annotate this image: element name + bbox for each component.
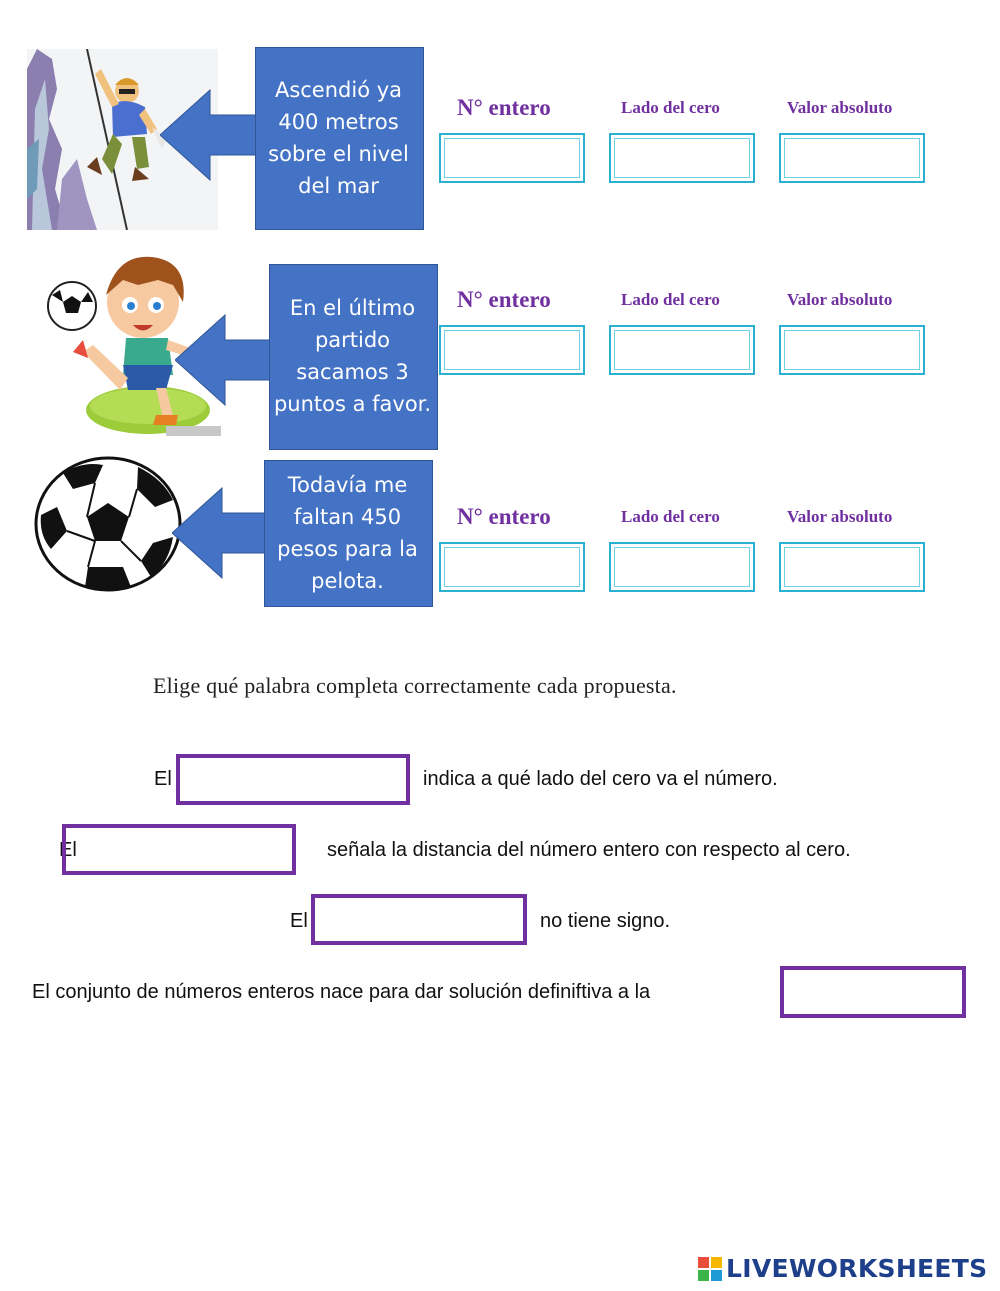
answer-valor-input[interactable]: [779, 133, 925, 183]
sentence-1-prefix: El: [154, 768, 172, 790]
header-entero: N° entero: [457, 95, 551, 120]
instruction-text: Elige qué palabra completa correctamente cada propuesta.: [153, 673, 677, 698]
header-lado-del-cero: Lado del cero: [621, 507, 720, 526]
answer-valor-input[interactable]: [779, 542, 925, 592]
arrow-left-icon: [160, 80, 260, 190]
answer-entero-input[interactable]: [439, 542, 585, 592]
liveworksheets-logo[interactable]: [697, 1254, 987, 1283]
header-valor-absoluto: Valor absoluto: [787, 507, 893, 526]
header-lado-del-cero: Lado del cero: [621, 98, 720, 117]
sentence-2-suffix: señala la distancia del número entero con respecto al cero.: [327, 839, 851, 861]
header-valor-absoluto: Valor absoluto: [787, 290, 893, 309]
arrow-left-icon: [172, 478, 272, 588]
sentence-3-prefix: El: [290, 910, 308, 932]
answer-entero-input[interactable]: [439, 133, 585, 183]
answer-lado-input[interactable]: [609, 542, 755, 592]
header-entero: N° entero: [457, 287, 551, 312]
liveworksheets-logo-icon: [697, 1256, 723, 1282]
select-box-4[interactable]: [780, 966, 966, 1018]
answer-valor-input[interactable]: [779, 325, 925, 375]
answer-entero-input[interactable]: [439, 325, 585, 375]
sentence-2-prefix: El: [59, 839, 77, 861]
select-box-2[interactable]: [62, 824, 296, 875]
sentence-4-text: El conjunto de números enteros nace para dar solución definiftiva a la: [32, 981, 651, 1003]
sentence-3-suffix: no tiene signo.: [540, 910, 671, 932]
header-lado-del-cero: Lado del cero: [621, 290, 720, 309]
soccer-ball-image: [33, 455, 183, 593]
logo-text: LIVEWORKSHEETS: [726, 1254, 988, 1283]
answer-lado-input[interactable]: [609, 133, 755, 183]
arrow-left-icon: [175, 305, 275, 415]
callout-text: Todavía me faltan 450 pesos para la pelota.: [277, 472, 418, 593]
callout-text: Ascendió ya 400 metros sobre el nivel del mar: [268, 77, 409, 198]
answer-lado-input[interactable]: [609, 325, 755, 375]
header-entero: N° entero: [457, 504, 551, 529]
sentence-1-suffix: indica a qué lado del cero va el número.: [423, 768, 778, 790]
select-box-1[interactable]: [176, 754, 410, 805]
header-valor-absoluto: Valor absoluto: [787, 98, 893, 117]
select-box-3[interactable]: [311, 894, 527, 945]
callout-text: En el último partido sacamos 3 puntos a favor.: [273, 296, 432, 416]
